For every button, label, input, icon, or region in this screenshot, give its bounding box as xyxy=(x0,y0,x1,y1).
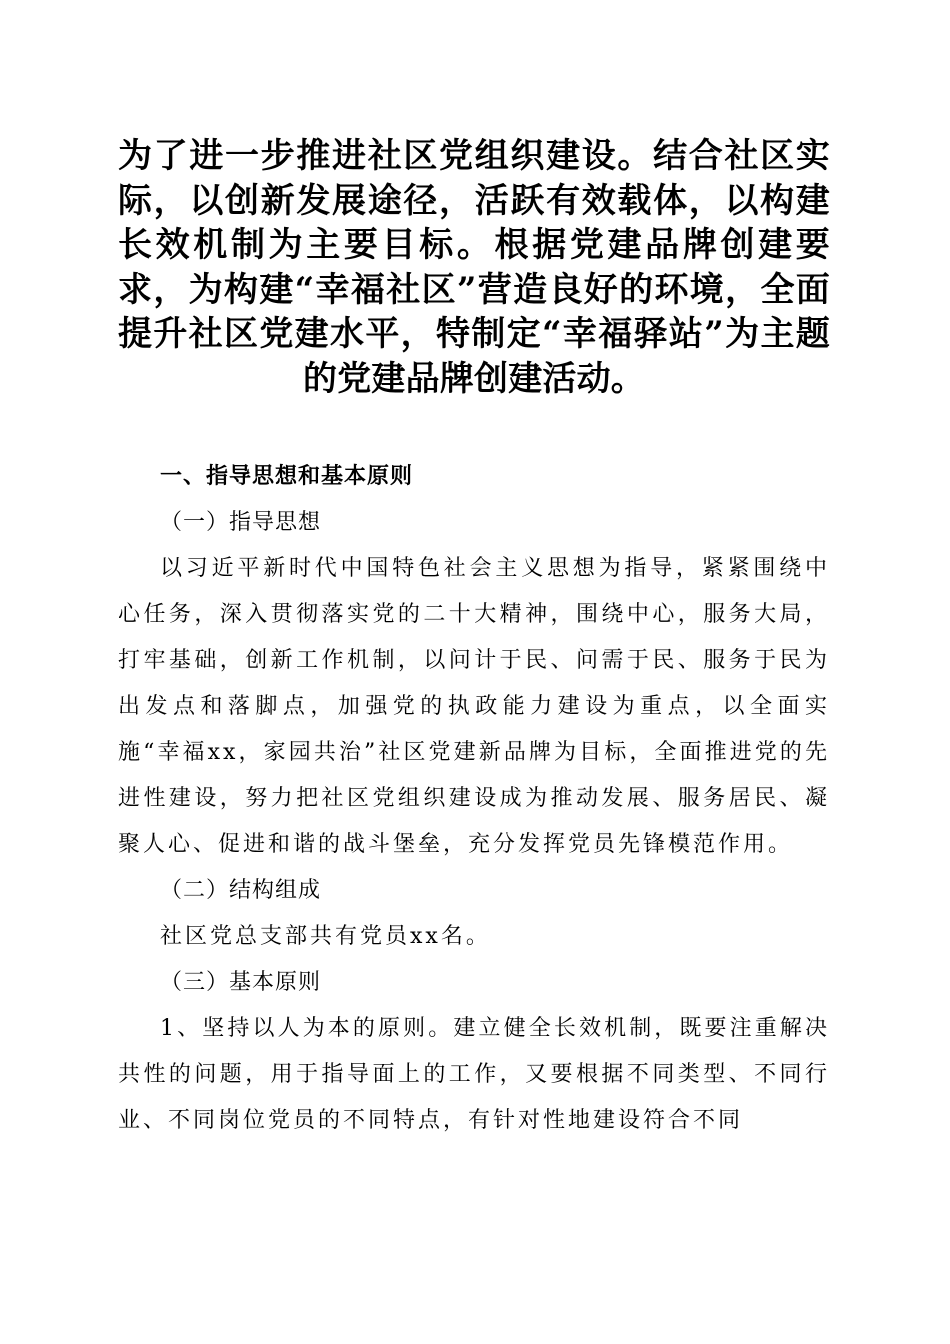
subsection-heading-guiding-ideology: （一）指导思想 xyxy=(160,510,322,535)
paragraph-guiding-ideology: 以习近平新时代中国特色社会主义思想为指导，紧紧围绕中心任务，深入贯彻落实党的二十大精神，围绕中心，服务大局，打牢基础，创新工作机制，以问计于民、问需于民、服务于民为出发点和落脚点，加强党的执政能力建设为重点，以全面实施“幸福xx，家园共治”社区党建新品牌为目标，全面推进党的先进性建设，努力把社区党组织建设成为推动发展、服务居民、凝聚人心、促进和谐的战斗堡垒，充分发挥党员先锋模范作用。 xyxy=(118,556,830,857)
section-heading: 一、指导思想和基本原则 xyxy=(160,464,414,489)
paragraph-structure: 社区党总支部共有党员xx名。 xyxy=(160,924,491,949)
document-body xyxy=(118,454,830,1144)
paragraph-basic-principles: 1、坚持以人为本的原则。建立健全长效机制，既要注重解决共性的问题，用于指导面上的工作，又要根据不同类型、不同行业、不同岗位党员的不同特点，有针对性地建设符合不同 xyxy=(118,1016,830,1133)
subsection-heading-structure: （二）结构组成 xyxy=(160,878,322,903)
document-title: 为了进一步推进社区党组织建设。结合社区实际，以创新发展途径，活跃有效载体，以构建长效机制为主要目标。根据党建品牌创建要求，为构建“幸福社区”营造良好的环境，全面提升社区党建水平，特制定“幸福驿站”为主题的党建品牌创建活动。 xyxy=(118,136,830,399)
subsection-heading-basic-principles: （三）基本原则 xyxy=(160,970,322,995)
